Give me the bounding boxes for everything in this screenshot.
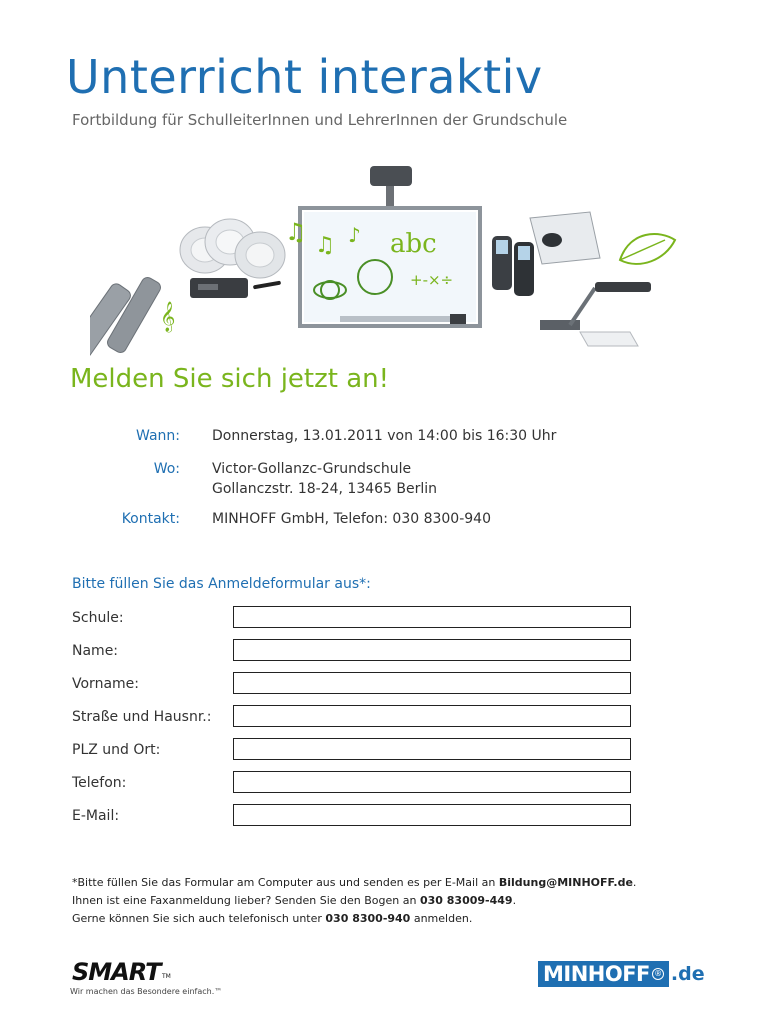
smart-logo-text: SMART xyxy=(72,958,161,986)
postal-city-label: PLZ und Ort: xyxy=(72,742,161,758)
registered-mark: ® xyxy=(652,968,664,980)
svg-text:♪: ♪ xyxy=(348,223,361,247)
street-label: Straße und Hausnr.: xyxy=(72,709,212,725)
postal-city-input[interactable] xyxy=(233,738,631,760)
instructions-note xyxy=(72,874,636,928)
school-input[interactable] xyxy=(233,606,631,628)
minhoff-logo-text: MINHOFF xyxy=(543,962,650,986)
audio-unit xyxy=(190,278,281,298)
email-address-link[interactable]: Bildung@MINHOFF.de xyxy=(498,876,633,889)
tablet-device xyxy=(530,212,600,264)
name-label: Name: xyxy=(72,643,119,659)
where-venue: Victor-Gollanzc-Grundschule xyxy=(212,461,412,477)
email-label: E-Mail: xyxy=(72,808,120,824)
minhoff-domain: .de xyxy=(670,963,705,985)
phone-input[interactable] xyxy=(233,771,631,793)
svg-text:♫: ♫ xyxy=(285,218,307,246)
note-email-suffix: . xyxy=(632,876,637,889)
speaker-set xyxy=(180,219,285,278)
smart-logo xyxy=(70,956,180,986)
voting-clickers xyxy=(492,236,534,296)
note-phone-text: Gerne können Sie sich auch telefonisch unter xyxy=(72,912,326,925)
where-label: Wo: xyxy=(153,461,180,477)
svg-text:𝄞: 𝄞 xyxy=(160,302,176,332)
note-phone-suffix: anmelden. xyxy=(410,912,473,925)
phone-label: Telefon: xyxy=(72,775,127,791)
page-subtitle: Fortbildung für SchulleiterInnen und LehrerInnen der Grundschule xyxy=(72,111,568,129)
smart-logo-tm: TM xyxy=(162,973,171,980)
note-fax-suffix: . xyxy=(512,894,517,907)
first-name-label: Vorname: xyxy=(72,676,139,692)
where-address: Gollanczstr. 18-24, 13465 Berlin xyxy=(212,481,438,497)
document-camera xyxy=(540,282,651,346)
product-illustration xyxy=(90,160,680,370)
registration-call-to-action: Melden Sie sich jetzt an! xyxy=(70,364,390,394)
board-math: +-×÷ xyxy=(410,271,454,289)
street-input[interactable] xyxy=(233,705,631,727)
page-title: Unterricht interaktiv xyxy=(66,50,543,104)
svg-text:♫: ♫ xyxy=(315,233,335,258)
board-text: abc xyxy=(390,229,437,259)
minhoff-logo xyxy=(538,961,705,987)
name-input[interactable] xyxy=(233,639,631,661)
leaf-icon xyxy=(620,234,675,264)
school-label: Schule: xyxy=(72,610,124,626)
smart-tagline: Wir machen das Besondere einfach.™ xyxy=(70,987,223,996)
contact-label: Kontakt: xyxy=(121,511,180,527)
minhoff-logo-box xyxy=(538,961,669,987)
fax-number: 030 83009-449 xyxy=(419,894,513,907)
contact-value: MINHOFF GmbH, Telefon: 030 8300-940 xyxy=(212,511,491,527)
when-value: Donnerstag, 13.01.2011 von 14:00 bis 16:30 Uhr xyxy=(212,428,557,444)
remote-controls xyxy=(90,275,163,359)
email-input[interactable] xyxy=(233,804,631,826)
note-email-text: *Bitte füllen Sie das Formular am Computer aus und senden es per E-Mail an xyxy=(72,876,499,889)
when-label: Wann: xyxy=(136,428,180,444)
phone-number: 030 8300-940 xyxy=(325,912,411,925)
first-name-input[interactable] xyxy=(233,672,631,694)
form-heading: Bitte füllen Sie das Anmeldeformular aus*: xyxy=(72,576,371,592)
note-fax-text: Ihnen ist eine Faxanmeldung lieber? Senden Sie den Bogen an xyxy=(72,894,420,907)
